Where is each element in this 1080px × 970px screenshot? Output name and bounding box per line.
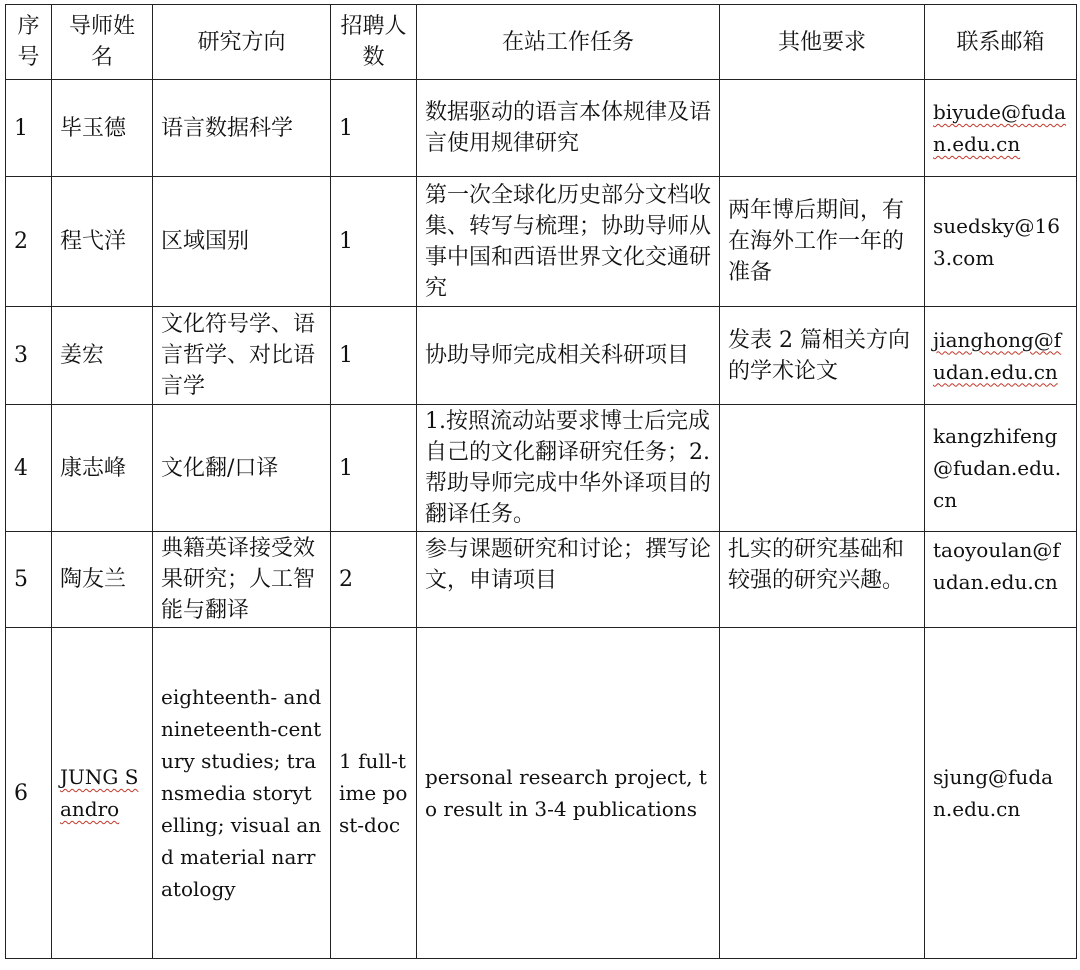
table-row xyxy=(6,532,1077,628)
cell-email: sjung@fudan.edu.cn xyxy=(925,628,1077,959)
cell-task: 协助导师完成相关科研项目 xyxy=(417,307,720,405)
cell-no: 3 xyxy=(6,307,52,405)
table-row xyxy=(6,628,1077,959)
cell-count: 1 full-time post-doc xyxy=(331,628,417,959)
cell-direction: 文化翻/口译 xyxy=(153,405,331,532)
header-no: 序号 xyxy=(6,5,52,80)
cell-advisor: 姜宏 xyxy=(52,307,153,405)
page xyxy=(5,4,1077,959)
table-row xyxy=(6,405,1077,532)
table-row xyxy=(6,80,1077,177)
cell-no: 2 xyxy=(6,177,52,307)
cell-email: suedsky@163.com xyxy=(925,177,1077,307)
cell-direction: 文化符号学、语言哲学、对比语言学 xyxy=(153,307,331,405)
header-row xyxy=(6,5,1077,80)
table-row xyxy=(6,307,1077,405)
cell-email: taoyoulan@fudan.edu.cn xyxy=(925,532,1077,628)
cell-advisor: 康志峰 xyxy=(52,405,153,532)
cell-other xyxy=(720,80,925,177)
cell-advisor xyxy=(52,628,153,959)
header-email: 联系邮箱 xyxy=(925,5,1077,80)
cell-no: 1 xyxy=(6,80,52,177)
cell-other: 两年博后期间，有在海外工作一年的准备 xyxy=(720,177,925,307)
cell-advisor: 陶友兰 xyxy=(52,532,153,628)
header-other: 其他要求 xyxy=(720,5,925,80)
cell-count: 1 xyxy=(331,177,417,307)
cell-direction: 语言数据科学 xyxy=(153,80,331,177)
cell-email: kangzhifeng@fudan.edu.cn xyxy=(925,405,1077,532)
cell-other: 发表 2 篇相关方向的学术论文 xyxy=(720,307,925,405)
cell-no: 4 xyxy=(6,405,52,532)
cell-email xyxy=(925,80,1077,177)
cell-other xyxy=(720,628,925,959)
cell-other: 扎实的研究基础和较强的研究兴趣。 xyxy=(720,532,925,628)
cell-no: 5 xyxy=(6,532,52,628)
cell-advisor: 毕玉德 xyxy=(52,80,153,177)
email-text: biyude@fudan.edu.cn xyxy=(933,100,1067,156)
cell-direction: 典籍英译接受效果研究；人工智能与翻译 xyxy=(153,532,331,628)
cell-direction: eighteenth- and nineteenth-century studies; transmedia storytelling; visual and material narratology xyxy=(153,628,331,959)
table-row xyxy=(6,177,1077,307)
cell-task: personal research project, to result in 3-4 publications xyxy=(417,628,720,959)
cell-task: 1.按照流动站要求博士后完成自己的文化翻译研究任务；2.帮助导师完成中华外译项目的翻译任务。 xyxy=(417,405,720,532)
header-count: 招聘人数 xyxy=(331,5,417,80)
cell-task: 数据驱动的语言本体规律及语言使用规律研究 xyxy=(417,80,720,177)
cell-direction: 区域国别 xyxy=(153,177,331,307)
email-text: jianghong@fudan.edu.cn xyxy=(933,327,1062,384)
header-advisor: 导师姓名 xyxy=(52,5,153,80)
cell-task: 参与课题研究和讨论；撰写论文，申请项目 xyxy=(417,532,720,628)
cell-no: 6 xyxy=(6,628,52,959)
advisor-text: JUNG Sandro xyxy=(60,765,139,821)
header-direction: 研究方向 xyxy=(153,5,331,80)
cell-email xyxy=(925,307,1077,405)
header-task: 在站工作任务 xyxy=(417,5,720,80)
cell-count: 1 xyxy=(331,307,417,405)
cell-count: 1 xyxy=(331,80,417,177)
cell-advisor: 程弋洋 xyxy=(52,177,153,307)
cell-task: 第一次全球化历史部分文档收集、转写与梳理；协助导师从事中国和西语世界文化交通研究 xyxy=(417,177,720,307)
postdoc-table xyxy=(5,4,1077,959)
cell-count: 1 xyxy=(331,405,417,532)
cell-count: 2 xyxy=(331,532,417,628)
cell-other xyxy=(720,405,925,532)
